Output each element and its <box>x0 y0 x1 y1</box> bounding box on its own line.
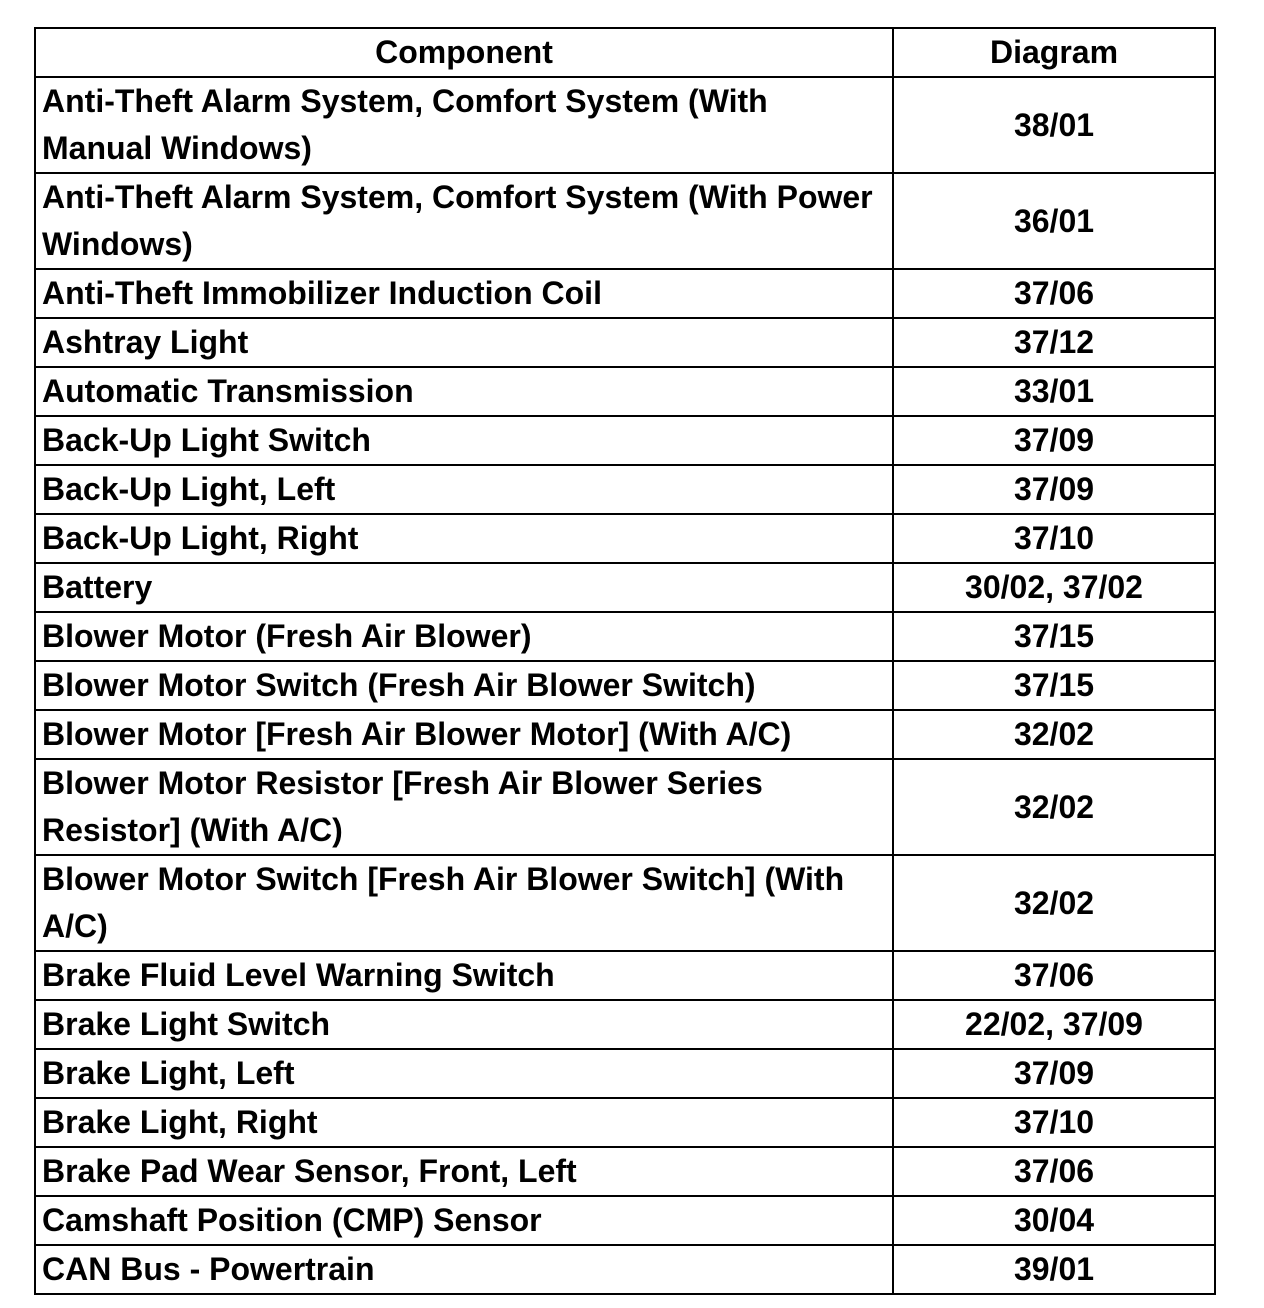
table-row <box>35 1000 1215 1049</box>
component-cell: Brake Fluid Level Warning Switch <box>35 951 893 1000</box>
component-cell: Brake Light Switch <box>35 1000 893 1049</box>
diagram-cell: 37/15 <box>893 612 1215 661</box>
table-row <box>35 612 1215 661</box>
table-row <box>35 367 1215 416</box>
component-cell: Blower Motor [Fresh Air Blower Motor] (With A/C) <box>35 710 893 759</box>
component-cell: Ashtray Light <box>35 318 893 367</box>
table-row <box>35 759 1215 855</box>
diagram-cell: 32/02 <box>893 855 1215 951</box>
component-cell: Anti-Theft Immobilizer Induction Coil <box>35 269 893 318</box>
diagram-cell: 37/10 <box>893 1098 1215 1147</box>
component-cell: Blower Motor Resistor [Fresh Air Blower Series Resistor] (With A/C) <box>35 759 893 855</box>
header-row <box>35 28 1215 77</box>
diagram-cell: 37/15 <box>893 661 1215 710</box>
table-row <box>35 1196 1215 1245</box>
component-cell: Blower Motor Switch (Fresh Air Blower Switch) <box>35 661 893 710</box>
diagram-cell: 22/02, 37/09 <box>893 1000 1215 1049</box>
component-cell: Camshaft Position (CMP) Sensor <box>35 1196 893 1245</box>
component-cell: Back-Up Light Switch <box>35 416 893 465</box>
component-column-header: Component <box>35 28 893 77</box>
diagram-cell: 37/06 <box>893 951 1215 1000</box>
diagram-cell: 38/01 <box>893 77 1215 173</box>
table-row <box>35 173 1215 269</box>
diagram-cell: 30/02, 37/02 <box>893 563 1215 612</box>
table-row <box>35 318 1215 367</box>
diagram-cell: 37/09 <box>893 416 1215 465</box>
diagram-cell: 33/01 <box>893 367 1215 416</box>
diagram-cell: 39/01 <box>893 1245 1215 1294</box>
diagram-cell: 37/12 <box>893 318 1215 367</box>
table-row <box>35 855 1215 951</box>
table-row <box>35 951 1215 1000</box>
diagram-cell: 37/06 <box>893 269 1215 318</box>
diagram-cell: 30/04 <box>893 1196 1215 1245</box>
table-row <box>35 661 1215 710</box>
diagram-cell: 32/02 <box>893 759 1215 855</box>
component-cell: Anti-Theft Alarm System, Comfort System (With Manual Windows) <box>35 77 893 173</box>
component-index-table <box>34 27 1216 1295</box>
table-row <box>35 416 1215 465</box>
table-row <box>35 465 1215 514</box>
diagram-cell: 32/02 <box>893 710 1215 759</box>
diagram-cell: 37/09 <box>893 465 1215 514</box>
table-row <box>35 1098 1215 1147</box>
table-row <box>35 1147 1215 1196</box>
component-cell: Blower Motor (Fresh Air Blower) <box>35 612 893 661</box>
component-cell: Blower Motor Switch [Fresh Air Blower Switch] (With A/C) <box>35 855 893 951</box>
table-row <box>35 710 1215 759</box>
component-cell: Automatic Transmission <box>35 367 893 416</box>
table-row <box>35 514 1215 563</box>
diagram-cell: 36/01 <box>893 173 1215 269</box>
table-row <box>35 1245 1215 1294</box>
diagram-cell: 37/06 <box>893 1147 1215 1196</box>
table-row <box>35 77 1215 173</box>
component-cell: Brake Pad Wear Sensor, Front, Left <box>35 1147 893 1196</box>
table-header <box>35 28 1215 77</box>
diagram-cell: 37/09 <box>893 1049 1215 1098</box>
table-body <box>35 77 1215 1294</box>
component-cell: Back-Up Light, Left <box>35 465 893 514</box>
component-cell: CAN Bus - Powertrain <box>35 1245 893 1294</box>
component-cell: Battery <box>35 563 893 612</box>
component-cell: Anti-Theft Alarm System, Comfort System (With Power Windows) <box>35 173 893 269</box>
diagram-column-header: Diagram <box>893 28 1215 77</box>
table-row <box>35 269 1215 318</box>
table-row <box>35 1049 1215 1098</box>
component-cell: Brake Light, Right <box>35 1098 893 1147</box>
diagram-cell: 37/10 <box>893 514 1215 563</box>
component-cell: Back-Up Light, Right <box>35 514 893 563</box>
table-row <box>35 563 1215 612</box>
component-cell: Brake Light, Left <box>35 1049 893 1098</box>
